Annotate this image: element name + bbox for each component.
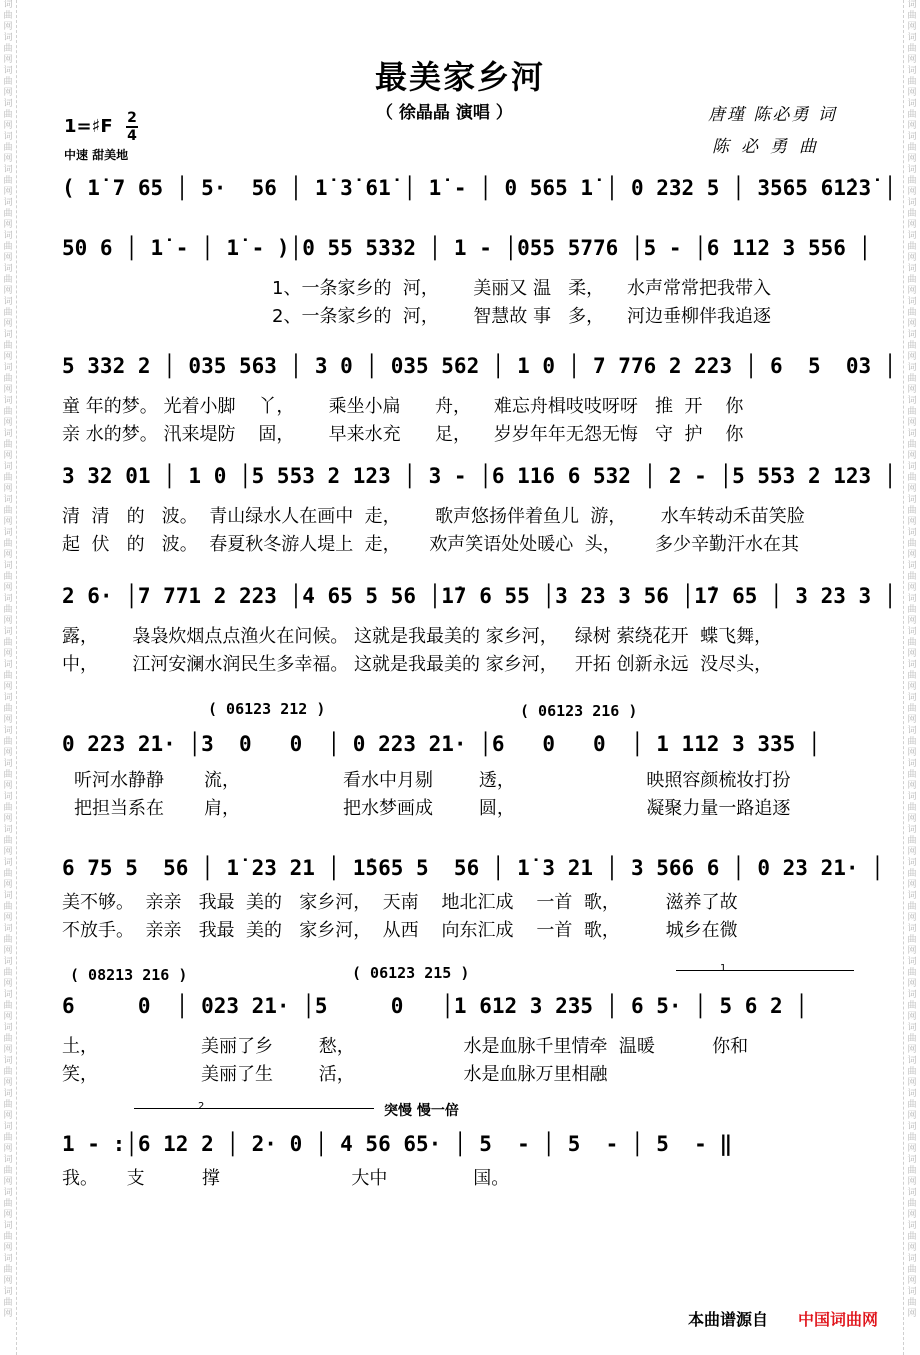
lyric-line-2-verse-1: 1、一条家乡的 河， 美丽又 温 柔， 水声常常把我带入 <box>272 278 771 299</box>
notation-line-5: 2 6· │7 771 2 223 │4 65 5 56 │1̇7 6 55 │3 23 3 56 │1̇7 65 │ 3 23 3 │ <box>62 584 897 608</box>
lyric-line-3-verse-2: 亲 水的梦。 汛来堤防 固， 早来水充 足， 岁岁年年无怨无悔 守 护 你 <box>62 424 744 445</box>
lyric-line-5-verse-2: 中， 江河安澜水润民生多幸福。 这就是我最美的 家乡河， 开拓 创新永远 没尽头， <box>62 654 773 675</box>
lyric-line-7-verse-2: 不放手。 亲亲 我最 美的 家乡河， 从西 向东汇成 一首 歌， 城乡在微 <box>62 920 738 941</box>
second-ending-number: 2 <box>198 1101 205 1112</box>
notation-line-3: 5 332 2 │ 035 563 │ 3 0 │ 035 562 │ 1 0 │ 7 776 2 223 │ 6 5 03 │ <box>62 354 897 378</box>
notation-line-2: 50 6 │ 1̇ - │ 1̇ - )│0 55 5332 │ 1 - │055 5776 │5 - │6 112 3 556 │ <box>62 236 872 260</box>
lyric-line-4-verse-1: 清 清 的 波。 青山绿水人在画中 走， 歌声悠扬伴着鱼儿 游， 水车转动禾苗笑脸 <box>62 506 805 527</box>
first-ending-number: 1 <box>720 963 727 974</box>
tempo-marking: 中速 甜美地 <box>64 148 129 162</box>
lyric-line-6-verse-1: 听河水静静 流， 看水中月剔 透， 映照容颜梳妆打扮 <box>74 770 791 791</box>
lyric-line-4-verse-2: 起 伏 的 波。 春夏秋冬游人堤上 走， 欢声笑语处处暖心 头， 多少辛勤汗水在其 <box>62 534 800 555</box>
notation-line-1: ( 1̇ 7 65 │ 5· 56 │ 1̇ 3̇ 61̇ │ 1̇ - │ 0 565 1̇ │ 0 232 5 │ 3565 61̇23̇ │ <box>62 176 897 200</box>
lyric-line-9: 我。 支 撑 大中 国。 <box>62 1168 510 1189</box>
intro-phrase-4: ( 06123 215 ) <box>352 964 470 982</box>
lyric-line-7-verse-1: 美不够。 亲亲 我最 美的 家乡河， 天南 地北汇成 一首 歌， 滋养了故 <box>62 892 738 913</box>
source-note: 本曲谱源自 <box>688 1310 769 1329</box>
left-watermark-strip: 词曲网词曲网词曲网词曲网词曲网词曲网词曲网词曲网词曲网词曲网词曲网词曲网词曲网词曲网词曲网词曲网词曲网词曲网词曲网词曲网词曲网词曲网词曲网词曲网词曲网词曲网词曲网词曲网词曲网词曲网词曲网词曲网词曲网词曲网词曲网词曲网词曲网词曲网词曲网词曲网 <box>0 0 17 1355</box>
time-signature <box>126 110 138 144</box>
singer-credit: （ 徐晶晶 演唱 ） <box>376 103 513 123</box>
lyric-line-6-verse-2: 把担当系在 肩， 把水梦画成 圆， 凝聚力量一路追逐 <box>74 798 791 819</box>
meter-top: 2 <box>127 110 137 126</box>
notation-line-7: 6 75 5 56 │ 1̇ 23 21 │ 1̇565 5 56 │ 1̇ 3 21 │ 3 566 6 │ 0 23 21· │ <box>62 856 884 880</box>
first-ending-bracket <box>676 970 854 971</box>
intro-phrase-2: ( 06123 216 ) <box>520 702 638 720</box>
composer-credit: 陈必勇曲 <box>712 137 828 157</box>
notation-line-4: 3 32 01 │ 1 0 │5 553 2 123 │ 3 - │6 116 6 532 │ 2 - │5 553 2 123 │ <box>62 464 897 488</box>
lyric-line-3-verse-1: 童 年的梦。 光着小脚 丫， 乘坐小扁 舟， 难忘舟楫吱吱呀呀 推 开 你 <box>62 396 744 417</box>
notation-line-9: 1 - :│6 12 2 │ 2· 0 │ 4 56 65· │ 5 - │ 5 - │ 5 - ‖ <box>62 1132 733 1156</box>
intro-phrase-1: ( 06123 212 ) <box>208 700 326 718</box>
notation-line-6: 0 223 21· │3 0 0 │ 0 223 21· │6 0 0 │ 1 112 3 335 │ <box>62 732 821 756</box>
intro-phrase-3: ( 08213 216 ) <box>70 966 188 984</box>
song-title: 最美家乡河 <box>374 58 545 96</box>
tempo-change-mark: 突慢 慢一倍 <box>384 1103 459 1119</box>
lyric-line-2-verse-2: 2、一条家乡的 河， 智慧故 事 多， 河边垂柳伴我追逐 <box>272 306 771 327</box>
lyricist-credit: 唐瑾 陈必勇 词 <box>708 105 837 125</box>
site-name[interactable]: 中国词曲网 <box>798 1310 879 1329</box>
notation-line-8: 6 0 │ 023 21· │5 0 │1 612 3 235 │ 6 5· │ 5 6 2 │ <box>62 994 808 1018</box>
lyric-line-8-verse-2: 笑， 美丽了生 活， 水是血脉万里相融 <box>62 1064 608 1085</box>
key-signature: 1=♯F <box>64 116 113 137</box>
right-watermark-strip: 词曲网词曲网词曲网词曲网词曲网词曲网词曲网词曲网词曲网词曲网词曲网词曲网词曲网词曲网词曲网词曲网词曲网词曲网词曲网词曲网词曲网词曲网词曲网词曲网词曲网词曲网词曲网词曲网词曲网词曲网词曲网词曲网词曲网词曲网词曲网词曲网词曲网词曲网词曲网词曲网 <box>903 0 920 1355</box>
lyric-line-8-verse-1: 土， 美丽了乡 愁， 水是血脉千里情牵 温暖 你和 <box>62 1036 749 1057</box>
lyric-line-5-verse-1: 露， 袅袅炊烟点点渔火在问候。 这就是我最美的 家乡河， 绿树 萦绕花开 蝶飞舞， <box>62 626 773 647</box>
meter-bottom: 4 <box>127 128 137 144</box>
second-ending-bracket <box>134 1108 374 1109</box>
